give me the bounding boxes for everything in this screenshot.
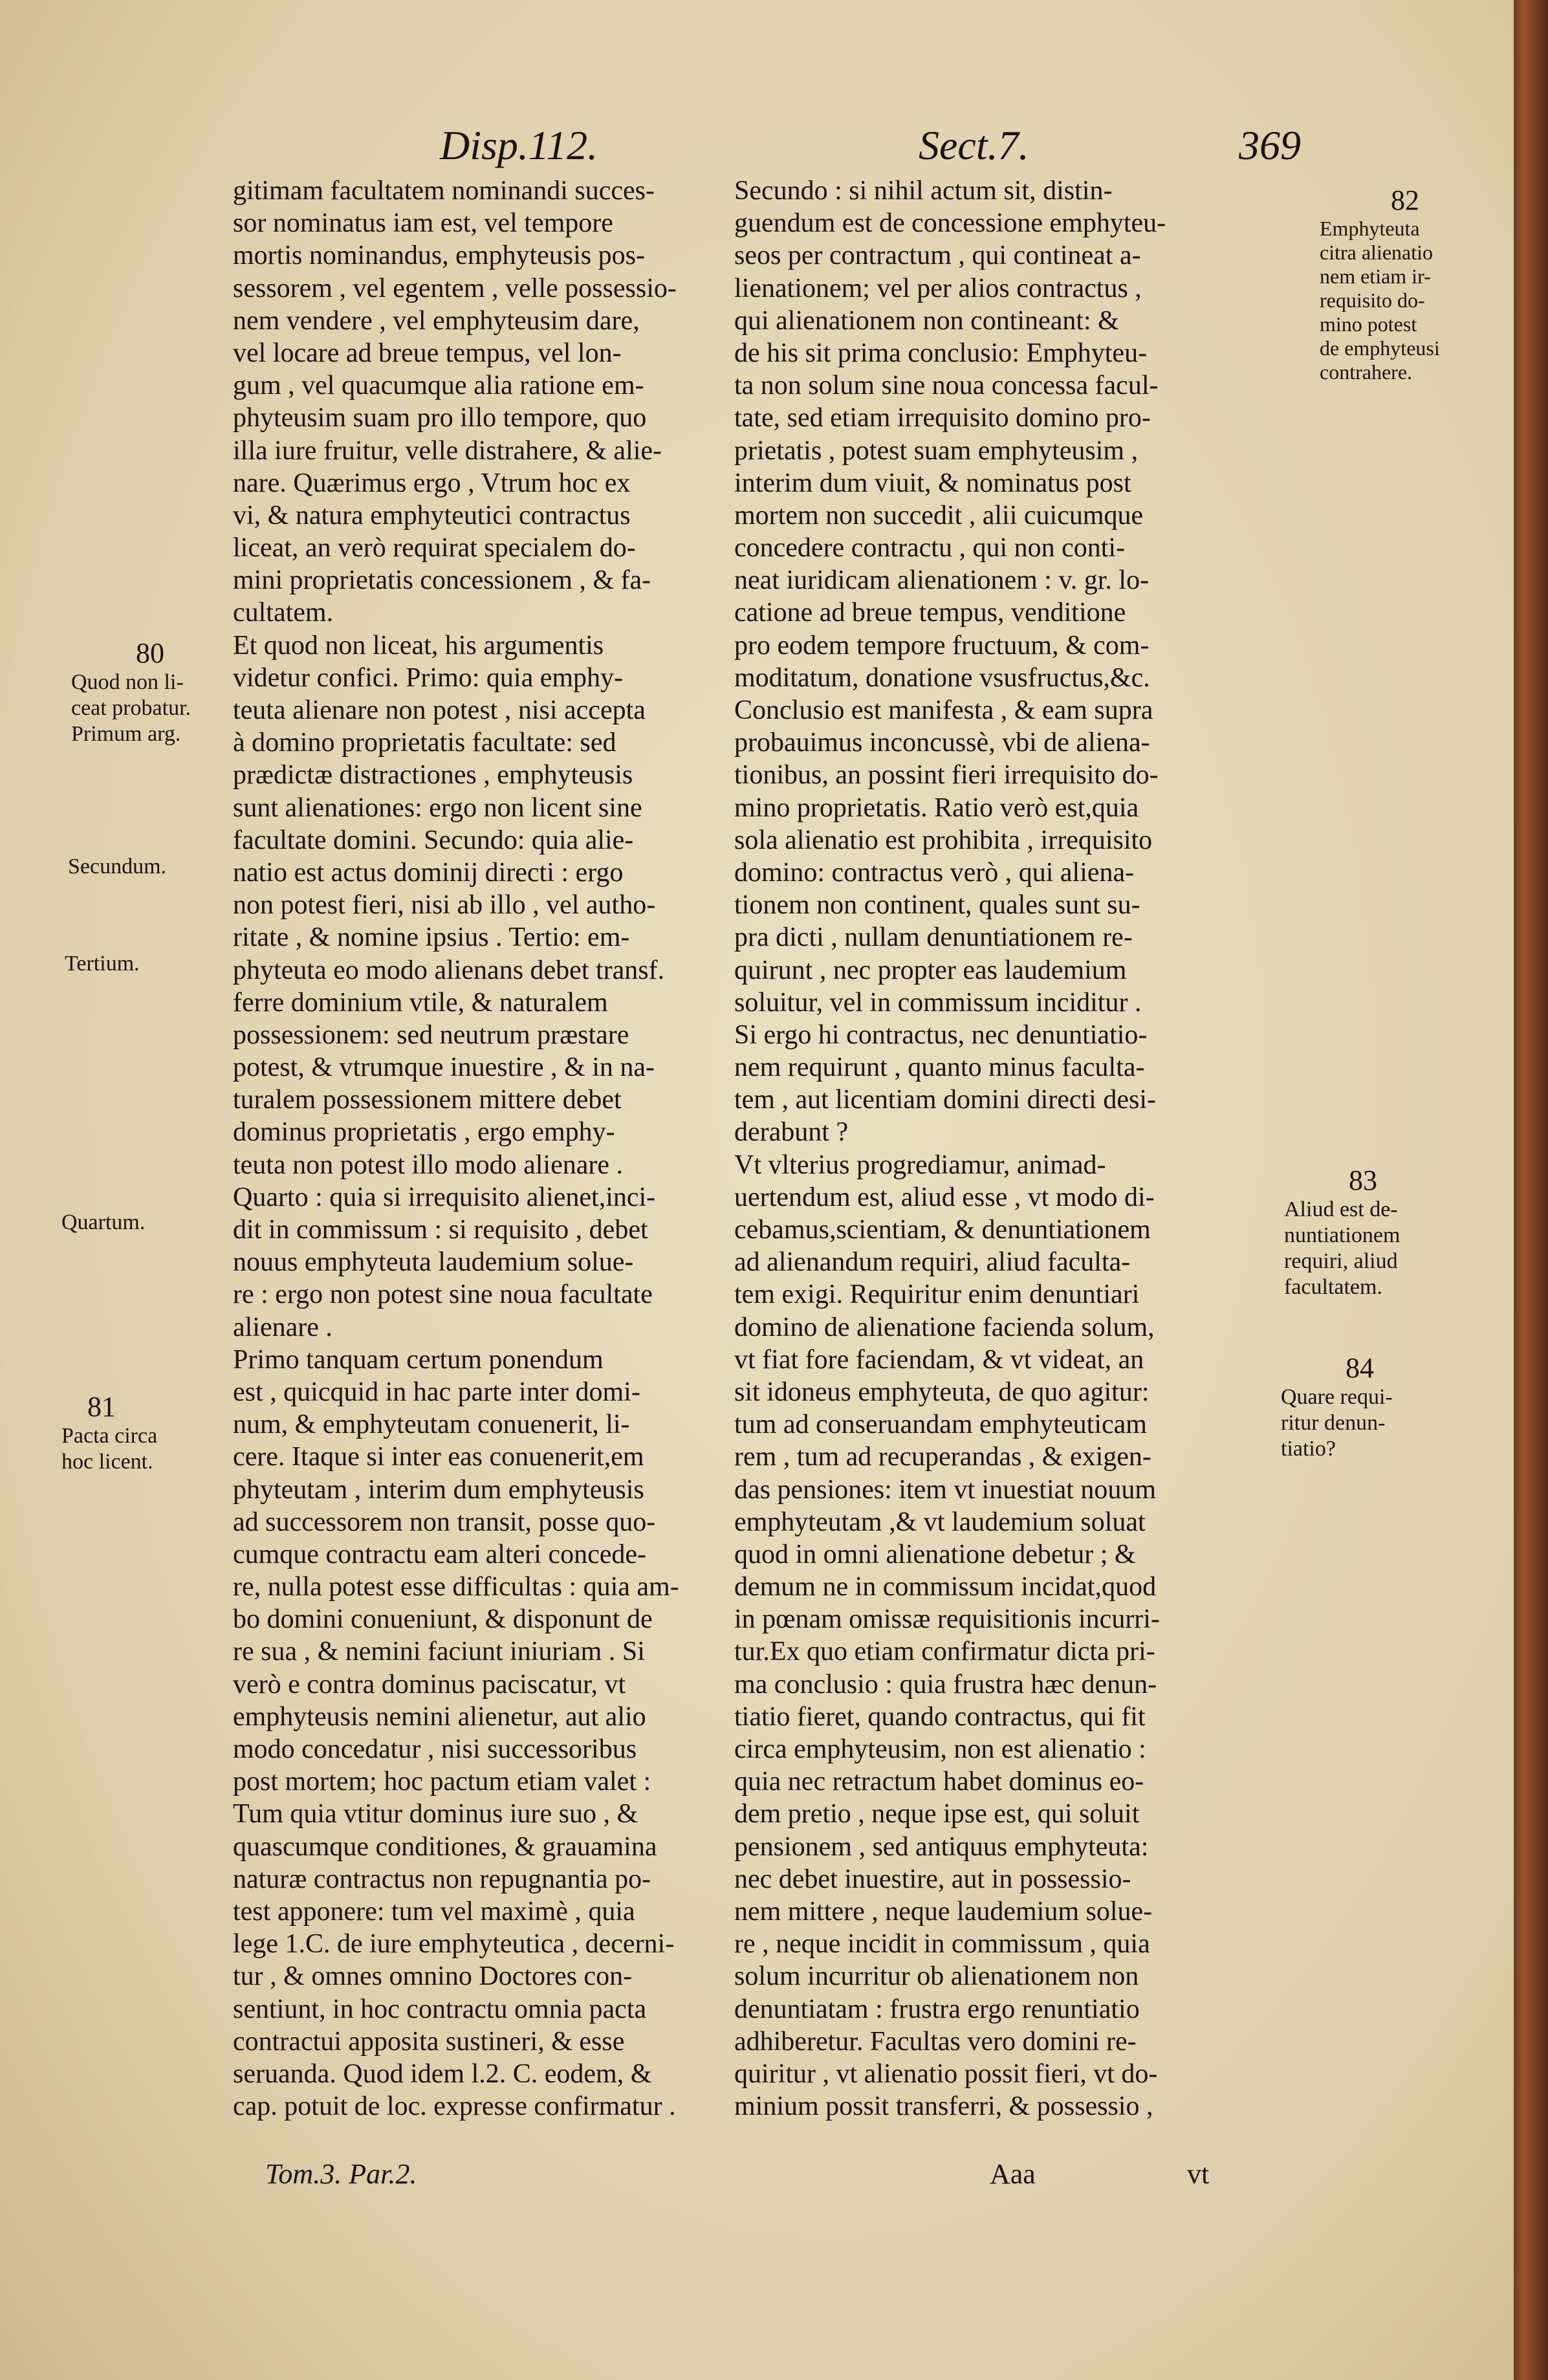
left-column-line: teuta alienare non potest , nisi accepta — [233, 695, 646, 725]
right-column-line: tum ad conseruandam emphyteuticam — [734, 1410, 1147, 1440]
right-column-line: pra dicti , nullam denuntiationem re- — [734, 923, 1133, 953]
right-column-line: uertendum est, aliud esse , vt modo di- — [734, 1182, 1155, 1212]
left-column-line: illa iure fruitur, velle distrahere, & alie- — [233, 435, 662, 466]
right-column-line: adhiberetur. Facultas vero domini re- — [734, 2026, 1137, 2057]
left-column-line: gum , vel quacumque alia ratione em- — [233, 371, 644, 401]
left-column-line: cap. potuit de loc. expresse confirmatur . — [233, 2091, 676, 2122]
margin-note-secundum: Secundum. — [68, 855, 167, 879]
left-column-line: Quarto : quia si irrequisito alienet,inci- — [233, 1182, 656, 1212]
right-text-column — [734, 175, 1303, 2123]
margin-note-80: 80 Quod non li- ceat probatur. Primum arg. — [71, 637, 191, 746]
right-column-line: re , neque incidit in commissum , quia — [734, 1929, 1150, 1960]
left-column-line: emphyteusis nemini alienetur, aut alio — [233, 1701, 646, 1732]
left-column-line: phyteusim suam pro illo tempore, quo — [233, 403, 647, 433]
right-column-line: das pensiones: item vt inuestiat nouum — [734, 1474, 1157, 1505]
right-column-line: guendum est de concessione emphyteu- — [734, 208, 1166, 239]
right-column-line: minium possit transferri, & possessio , — [734, 2091, 1153, 2122]
right-column-line: tionibus, an possint fieri irrequisito do- — [734, 760, 1159, 791]
margin-note-82: 82 Emphyteuta citra alienatio nem etiam ir- requisito do- mino potest de emphyteusi contrahere. — [1320, 184, 1440, 384]
margin-note-tertium: Tertium. — [65, 952, 140, 976]
left-column-line: nem vendere , vel emphyteusim dare, — [233, 305, 640, 336]
book-spine-edge — [1514, 0, 1548, 2380]
left-column-line: alienare . — [233, 1312, 332, 1342]
left-column-line: Et quod non liceat, his argumentis — [233, 630, 604, 661]
right-column-line: solum incurritur ob alienationem non — [734, 1961, 1139, 1992]
right-column-line: nem requirunt , quanto minus faculta- — [734, 1053, 1145, 1083]
left-column-line: Primo tanquam certum ponendum — [233, 1344, 604, 1375]
right-column-line: domino: contractus verò , qui aliena- — [734, 857, 1135, 888]
right-column-line: Si ergo hi contractus, nec denuntiatio- — [734, 1020, 1148, 1050]
footer-gathering-mark: Aaa — [990, 2158, 1036, 2190]
right-column-line: cebamus,scientiam, & denuntiationem — [734, 1215, 1151, 1245]
left-column-line: facultate domini. Secundo: quia alie- — [233, 825, 634, 855]
right-column-line: soluitur, vel in commissum inciditur . — [734, 987, 1142, 1018]
left-column-line: re sua , & nemini faciunt iniuriam . Si — [233, 1637, 645, 1667]
right-column-line: tur.Ex quo etiam confirmatur dicta pri- — [734, 1637, 1155, 1667]
left-column-line: phyteuta eo modo alienans debet transf. — [233, 955, 665, 985]
left-column-line: teuta non potest illo modo alienare . — [233, 1150, 624, 1180]
left-column-line: seruanda. Quod idem l.2. C. eodem, & — [233, 2058, 652, 2089]
right-column-line: nec debet inuestire, aut in possessio- — [734, 1864, 1131, 1894]
left-column-line: Tum quia vtitur dominus iure suo , & — [233, 1799, 638, 1829]
right-column-line: concedere contractu , qui non conti- — [734, 533, 1126, 563]
left-column-line: cere. Itaque si inter eas conuenerit,em — [233, 1442, 644, 1472]
left-column-line: vel locare ad breue tempus, vel lon- — [233, 338, 622, 368]
left-column-line: num, & emphyteutam conuenerit, li- — [233, 1410, 630, 1440]
right-column-line: qui alienationem non contineant: & — [734, 305, 1119, 336]
right-column-line: tiatio fieret, quando contractus, qui fit — [734, 1701, 1146, 1732]
right-column-line: lienationem; vel per alios contractus , — [734, 273, 1142, 303]
left-column-line: à domino proprietatis facultate: sed — [233, 728, 616, 758]
left-column-line: potest, & vtrumque inuestire , & in na- — [233, 1053, 655, 1083]
right-column-line: prietatis , potest suam emphyteusim , — [734, 435, 1139, 466]
left-column-line: ritate , & nomine ipsius . Tertio: em- — [233, 923, 630, 953]
right-column-line: mortem non succedit , alii cuicumque — [734, 500, 1144, 530]
left-column-line: sessorem , vel egentem , velle possessio- — [233, 273, 677, 303]
left-column-line: modo concedatur , nisi successoribus — [233, 1734, 637, 1764]
left-column-line: ad successorem non transit, posse quo- — [233, 1507, 656, 1537]
header-section: Sect.7. — [919, 122, 1029, 168]
right-column-line: tate, sed etiam irrequisito domino pro- — [734, 403, 1151, 433]
right-column-line: demum ne in commissum incidat,quod — [734, 1572, 1157, 1602]
right-column-line: derabunt ? — [734, 1117, 849, 1148]
left-column-line: non potest fieri, nisi ab illo , vel autho- — [233, 890, 656, 921]
left-column-line: bo domini conueniunt, & disponunt de — [233, 1604, 653, 1635]
left-column-line: turalem possessionem mittere debet — [233, 1085, 622, 1115]
right-column-line: emphyteutam ,& vt laudemium soluat — [734, 1507, 1146, 1537]
left-column-line: contractui apposita sustineri, & esse — [233, 2026, 625, 2057]
left-column-line: liceat, an verò requirat specialem do- — [233, 533, 636, 563]
left-column-line: natio est actus dominij directi : ergo — [233, 857, 624, 888]
left-column-line: tur , & omnes omnino Doctores con- — [233, 1961, 633, 1992]
left-column-line: sor nominatus iam est, vel tempore — [233, 208, 613, 239]
margin-note-quartum: Quartum. — [61, 1210, 146, 1234]
header-disputation: Disp.112. — [440, 122, 598, 168]
right-column-line: rem , tum ad recuperandas , & exigen- — [734, 1442, 1151, 1472]
right-column-line: neat iuridicam alienationem : v. gr. lo- — [734, 565, 1150, 596]
left-column-line: verò e contra dominus paciscatur, vt — [233, 1669, 626, 1699]
right-column-line: Vt vlterius progrediamur, animad- — [734, 1150, 1106, 1180]
right-column-line: interim dum viuit, & nominatus post — [734, 468, 1131, 498]
right-column-line: denuntiatam : frustra ergo renuntiatio — [734, 1994, 1140, 2024]
right-column-line: probauimus inconcussè, vbi de aliena- — [734, 728, 1150, 758]
right-column-line: quiritur , vt alienatio possit fieri, vt do- — [734, 2058, 1158, 2089]
left-column-line: test apponere: tum vel maximè , quia — [233, 1896, 635, 1927]
right-column-line: pro eodem tempore fructuum, & com- — [734, 630, 1150, 661]
margin-note-84: 84 Quare requi- ritur denun- tiatio? — [1281, 1352, 1393, 1461]
right-column-line: quod in omni alienatione debetur ; & — [734, 1539, 1136, 1569]
right-column-line: ta non solum sine noua concessa facul- — [734, 371, 1159, 401]
right-column-line: sit idoneus emphyteuta, de quo agitur: — [734, 1377, 1150, 1407]
left-column-line: videtur confici. Primo: quia emphy- — [233, 662, 624, 693]
left-column-line: cumque contractu eam alteri concede- — [233, 1539, 646, 1569]
footer-signature: Tom.3. Par.2. — [265, 2158, 417, 2190]
left-column-line: mini proprietatis concessionem , & fa- — [233, 565, 651, 596]
left-column-line: ferre dominium vtile, & naturalem — [233, 987, 608, 1018]
right-column-line: domino de alienatione facienda solum, — [734, 1312, 1155, 1342]
left-column-line: sunt alienationes: ergo non licent sine — [233, 792, 642, 823]
right-column-line: sola alienatio est prohibita , irrequisito — [734, 825, 1153, 855]
left-column-line: est , quicquid in hac parte inter domi- — [233, 1377, 640, 1407]
header-page-number: 369 — [1239, 122, 1301, 168]
right-column-line: Conclusio est manifesta , & eam supra — [734, 695, 1153, 725]
right-column-line: tionem non continent, quales sunt su- — [734, 890, 1140, 921]
right-column-line: tem exigi. Requiritur enim denuntiari — [734, 1280, 1140, 1310]
right-column-line: pensionem , sed antiquus emphyteuta: — [734, 1831, 1149, 1862]
right-column-line: seos per contractum , qui contineat a- — [734, 241, 1141, 271]
left-text-column — [233, 175, 788, 2123]
left-column-line: mortis nominandus, emphyteusis pos- — [233, 241, 645, 271]
right-column-line: quia nec retractum habet dominus eo- — [734, 1767, 1144, 1797]
left-column-line: vi, & natura emphyteutici contractus — [233, 500, 631, 530]
right-column-line: catione ad breue tempus, venditione — [734, 598, 1126, 628]
left-column-line: lege 1.C. de iure emphyteutica , decerni- — [233, 1929, 675, 1960]
margin-note-83: 83 Aliud est de- nuntiationem requiri, aliud facultatem. — [1284, 1164, 1401, 1299]
right-column-line: de his sit prima conclusio: Emphyteu- — [734, 338, 1148, 368]
right-column-line: tem , aut licentiam domini directi desi- — [734, 1085, 1156, 1115]
right-column-line: nem mittere , neque laudemium solue- — [734, 1896, 1153, 1927]
right-column-line: ad alienandum requiri, aliud faculta- — [734, 1247, 1131, 1278]
left-column-line: naturæ contractus non repugnantia po- — [233, 1864, 651, 1894]
right-column-line: ma conclusio : quia frustra hæc denun- — [734, 1669, 1157, 1699]
right-column-line: circa emphyteusim, non est alienatio : — [734, 1734, 1146, 1764]
left-column-line: dominus proprietatis , ergo emphy- — [233, 1117, 615, 1148]
right-column-line: quirunt , nec propter eas laudemium — [734, 955, 1127, 985]
left-column-line: gitimam facultatem nominandi succes- — [233, 176, 655, 206]
right-column-line: vt fiat fore faciendam, & vt videat, an — [734, 1344, 1144, 1375]
left-column-line: prædictæ distractiones , emphyteusis — [233, 760, 633, 791]
running-header — [0, 122, 1514, 180]
left-column-line: post mortem; hoc pactum etiam valet : — [233, 1767, 651, 1797]
left-column-line: re : ergo non potest sine noua facultate — [233, 1280, 653, 1310]
left-column-line: nouus emphyteuta laudemium solue- — [233, 1247, 634, 1278]
left-column-line: possessionem: sed neutrum præstare — [233, 1020, 629, 1050]
left-column-line: quascumque conditiones, & grauamina — [233, 1831, 657, 1862]
left-column-line: phyteutam , interim dum emphyteusis — [233, 1474, 644, 1505]
right-column-line: in pœnam omissæ requisitionis incurri- — [734, 1604, 1160, 1635]
left-column-line: cultatem. — [233, 598, 334, 628]
left-column-line: dit in commissum : si requisito , debet — [233, 1215, 648, 1245]
footer-catchword: vt — [1187, 2158, 1210, 2190]
margin-note-81: 81 Pacta circa hoc licent. — [61, 1391, 158, 1474]
left-column-line: sentiunt, in hoc contractu omnia pacta — [233, 1994, 647, 2024]
left-column-line: re, nulla potest esse difficultas : quia am- — [233, 1572, 679, 1602]
right-column-line: dem pretio , neque ipse est, qui soluit — [734, 1799, 1140, 1829]
right-column-line: mino proprietatis. Ratio verò est,quia — [734, 792, 1139, 823]
right-column-line: Secundo : si nihil actum sit, distin- — [734, 176, 1113, 206]
left-column-line: nare. Quærimus ergo , Vtrum hoc ex — [233, 468, 631, 498]
right-column-line: moditatum, donatione vsusfructus,&c. — [734, 662, 1150, 693]
